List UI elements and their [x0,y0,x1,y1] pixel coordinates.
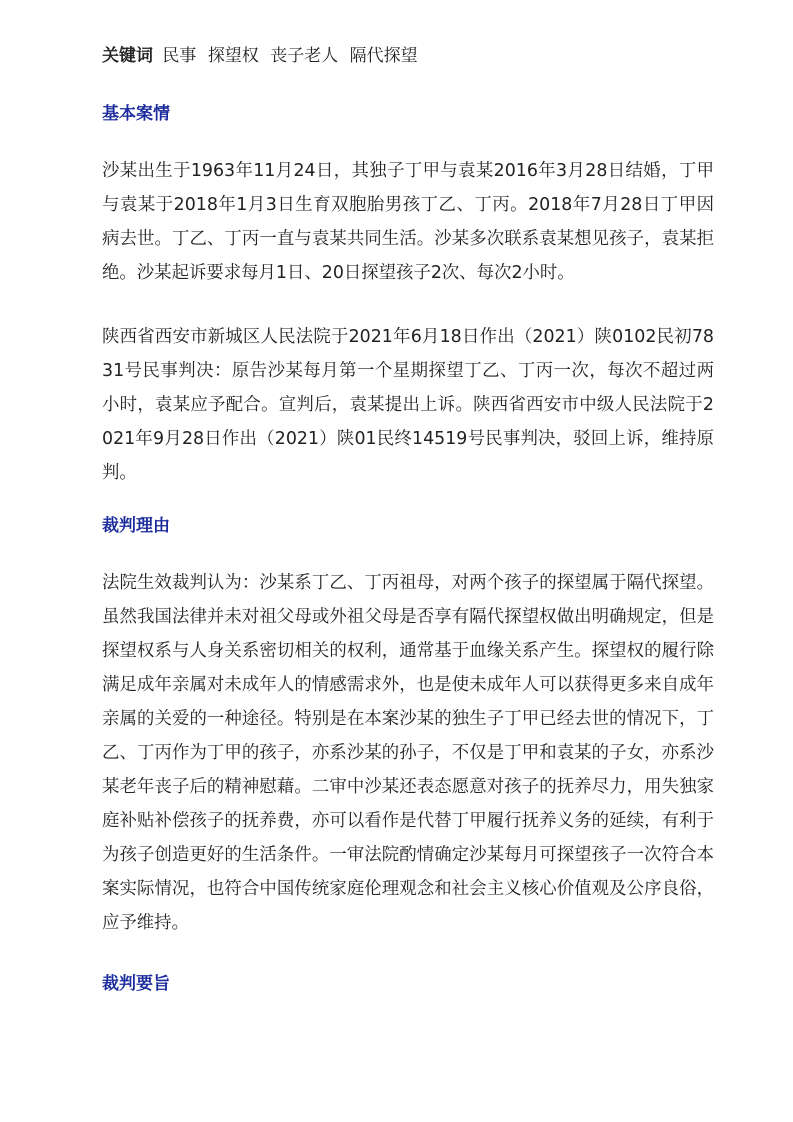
keyword-term: 民事 [162,46,197,66]
keyword-term: 隔代探望 [349,46,418,66]
reasoning-paragraph-1: 法院生效裁判认为：沙某系丁乙、丁丙祖母，对两个孩子的探望属于隔代探望。虽然我国法律并未对祖父母或外祖父母是否享有隔代探望权做出明确规定，但是探望权系与人身关系密切相关的权利，通常基于血缘关系产生。探望权的履行除满足成年亲属对未成年人的情感需求外，也是使未成年人可以获得更多来自成年亲属的关爱的一种途径。特别是在本案沙某的独生子丁甲已经去世的情况下，丁乙、丁丙作为丁甲的孩子，亦系沙某的孙子，不仅是丁甲和袁某的子女，亦系沙某老年丧子后的精神慰藉。二审中沙某还表态愿意对孩子的抚养尽力，用失独家庭补贴补偿孩子的抚养费，亦可以看作是代替丁甲履行抚养义务的延续，有利于为孩子创造更好的生活条件。一审法院酌情确定沙某每月可探望孩子一次符合本案实际情况，也符合中国传统家庭伦理观念和社会主义核心价值观及公序良俗，应予维持。 [102,573,714,933]
keyword-term: 丧子老人 [270,46,339,66]
basic-facts-paragraph-1: 沙某出生于1963年11月24日，其独子丁甲与袁某2016年3月28日结婚，丁甲与袁某于2018年1月3日生育双胞胎男孩丁乙、丁丙。2018年7月28日丁甲因病去世。丁乙、丁丙一直与袁某共同生活。沙某多次联系袁某想见孩子，袁某拒绝。沙某起诉要求每月1日、20日探望孩子2次、每次2小时。 [102,161,714,283]
keyword-term: 探望权 [207,46,259,66]
basic-facts-paragraph-2: 陕西省西安市新城区人民法院于2021年6月18日作出（2021）陕0102民初7831号民事判决：原告沙某每月第一个星期探望丁乙、丁丙一次，每次不超过两小时，袁某应予配合。宣判后，袁某提出上诉。陕西省西安市中级人民法院于2021年9月28日作出（2021）陕01民终14519号民事判决，驳回上诉，维持原判。 [102,327,714,483]
section-heading-basic-facts: 基本案情 [102,104,170,124]
section-heading-reasoning: 裁判理由 [102,516,170,536]
keywords-line [102,42,722,70]
keywords-label: 关键词 [102,46,153,66]
section-heading-gist: 裁判要旨 [102,974,170,994]
